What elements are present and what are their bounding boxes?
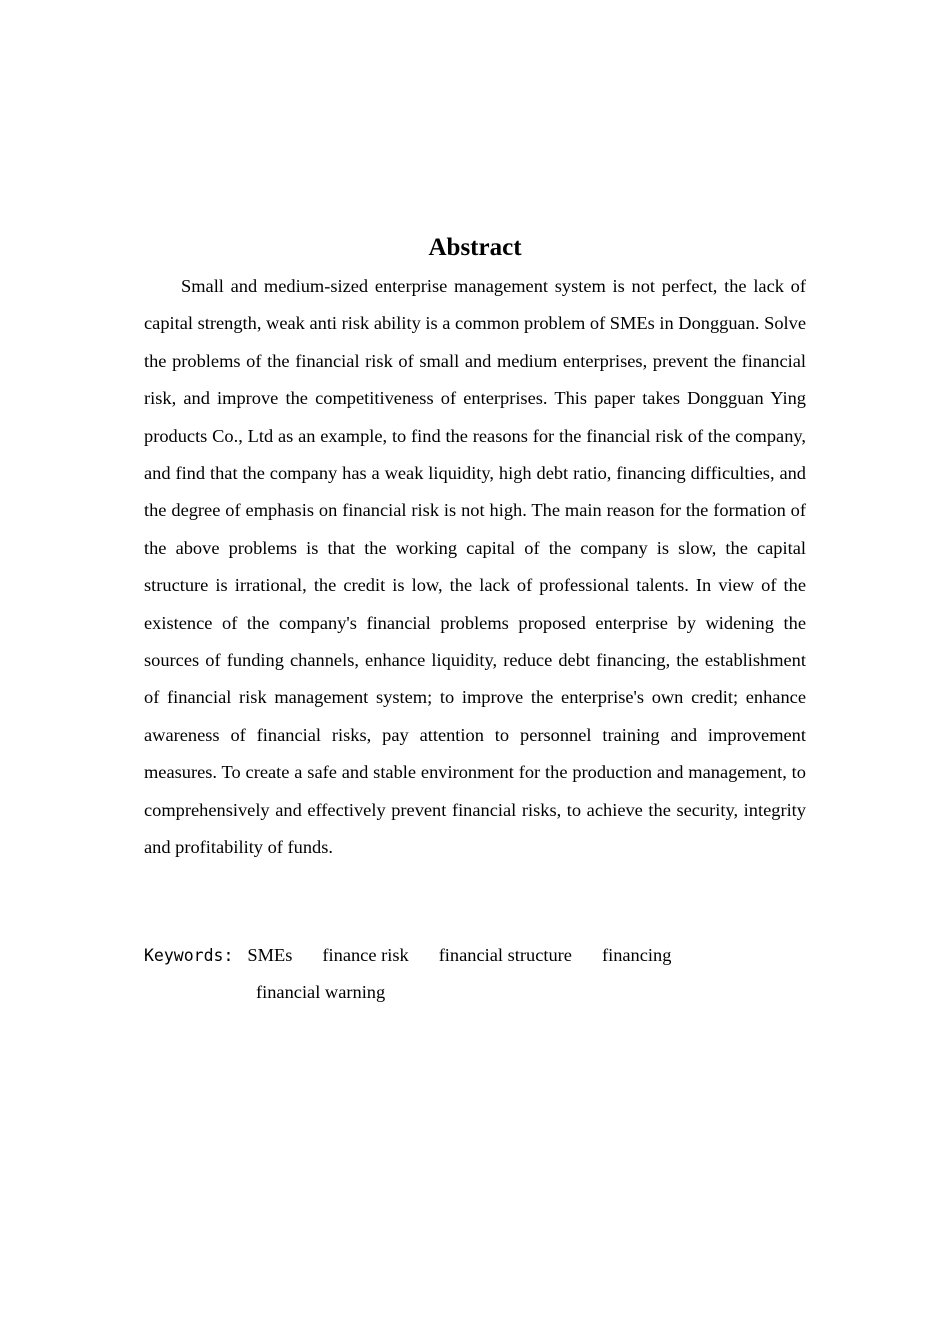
abstract-body: Small and medium-sized enterprise management system is not perfect, the lack of capital strength, weak anti risk ability is a common problem of SMEs in Dongguan. Solve the problems of the financial risk of small and medium enterprises, prevent the financial risk, and improve the competitiveness of enterprises. This paper takes Dongguan Ying products Co., Ltd as an example, to find the reasons for the financial risk of the company, and find that the company has a weak liquidity, high debt ratio, financing difficulties, and the degree of emphasis on financial risk is not high. The main reason for the formation of the above problems is that the working capital of the company is slow, the capital structure is irrational, the credit is low, the lack of professional talents. In view of the existence of the company's financial problems proposed enterprise by widening the sources of funding channels, enhance liquidity, reduce debt financing, the establishment of financial risk management system; to improve the enterprise's own credit; enhance awareness of financial risks, pay attention to personnel training and improvement measures. To create a safe and stable environment for the production and management, to comprehensively and effectively prevent financial risks, to achieve the security, integrity and profitability of funds. bbox=[144, 276, 806, 858]
keyword-item: finance risk bbox=[322, 945, 409, 965]
keyword-item: financing bbox=[601, 945, 672, 965]
abstract-title: Abstract bbox=[428, 234, 522, 261]
keywords-section bbox=[144, 938, 806, 1009]
keyword-item: financial warning bbox=[256, 982, 386, 1002]
keyword-item: SMEs bbox=[247, 945, 293, 965]
keywords-row bbox=[144, 938, 806, 973]
keyword-item: financial structure bbox=[438, 945, 572, 965]
keywords-row-continued bbox=[144, 975, 806, 1009]
keywords-label: Keywords: bbox=[144, 946, 234, 965]
